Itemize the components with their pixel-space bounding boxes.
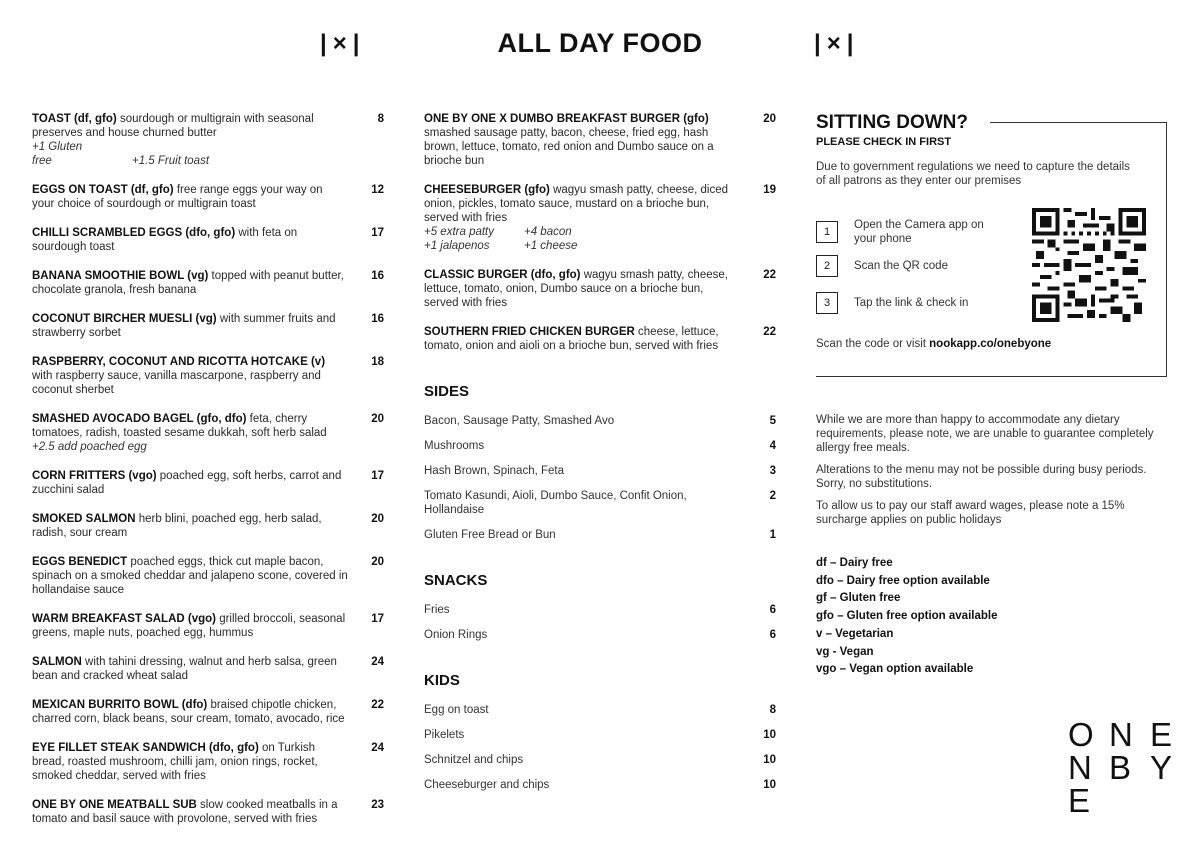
- checkin-border-line: [990, 122, 1167, 123]
- kids-item: [424, 728, 776, 742]
- side-item: [424, 528, 776, 542]
- menu-item-desc: with summer fruits and strawberry sorbet: [32, 313, 336, 339]
- legend-item: v – Vegetarian: [816, 627, 894, 640]
- menu-item-name: EGGS BENEDICT: [32, 556, 128, 568]
- menu-item-name: SMOKED SALMON: [32, 513, 136, 525]
- header-logo-mark-right: |×|: [814, 30, 860, 57]
- menu-item: [32, 512, 384, 540]
- kids-item-name: Egg on toast: [424, 704, 489, 716]
- menu-item: [32, 183, 384, 211]
- menu-item: [32, 741, 384, 783]
- step-text: Scan the QR code: [854, 260, 948, 272]
- brand-letter: N: [1109, 716, 1133, 753]
- menu-item-price: 22: [763, 269, 776, 281]
- menu-item-price: 20: [371, 413, 384, 425]
- kids-item-name: Pikelets: [424, 729, 465, 741]
- menu-item-price: 17: [371, 613, 384, 625]
- kids-item-price: 10: [763, 729, 776, 741]
- legend-item: dfo – Dairy free option available: [816, 574, 990, 587]
- step-number: 3: [816, 292, 838, 314]
- menu-item-name: EYE FILLET STEAK SANDWICH (dfo, gfo): [32, 742, 259, 754]
- menu-item-name: SOUTHERN FRIED CHICKEN BURGER: [424, 326, 635, 338]
- qr-code-icon[interactable]: [1032, 208, 1146, 322]
- menu-item-desc: poached eggs, thick cut maple bacon, spinach on a smoked cheddar and jalapeno scone, covered in hollandaise sauce: [32, 556, 348, 596]
- menu-item-desc: topped with peanut butter, chocolate granola, fresh banana: [32, 270, 344, 296]
- menu-item-desc: wagyu smash patty, cheese, diced onion, pickles, tomato sauce, mustard on a brioche bun, served with fries: [424, 184, 729, 224]
- menu-item-price: 20: [763, 113, 776, 125]
- side-item: [424, 464, 776, 478]
- menu-item-name: CORN FRITTERS (vgo): [32, 470, 157, 482]
- extra-option: +2.5 add poached egg: [32, 441, 147, 453]
- menu-item-price: 24: [371, 656, 384, 668]
- menu-item-name: RASPBERRY, COCONUT AND RICOTTA HOTCAKE (v): [32, 356, 326, 368]
- checkin-description: Due to government regulations we need to capture the details of all patrons as they enter our premises: [816, 161, 1130, 187]
- menu-item-price: 24: [371, 742, 384, 754]
- brand-letter: N: [1068, 749, 1092, 786]
- brand-letter: E: [1150, 716, 1173, 753]
- menu-item-desc: free range eggs your way on your choice of sourdough or multigrain toast: [32, 184, 323, 210]
- menu-item: [32, 269, 384, 297]
- menu-item-price: 19: [763, 184, 776, 196]
- menu-item-desc: with raspberry sauce, vanilla mascarpone, raspberry and coconut sherbet: [32, 370, 321, 396]
- menu-item: [424, 268, 776, 310]
- extra-option: +4 bacon: [524, 226, 572, 238]
- menu-item-price: 12: [371, 184, 384, 196]
- menu-item-desc: with tahini dressing, walnut and herb salsa, green bean and cracked wheat salad: [32, 656, 337, 682]
- menu-item-extras: [424, 239, 740, 253]
- menu-item: [32, 112, 384, 168]
- menu-item: [32, 698, 384, 726]
- menu-item: [32, 226, 384, 254]
- menu-item: [32, 555, 384, 597]
- menu-item-desc: grilled broccoli, seasonal greens, maple nuts, poached egg, hummus: [32, 613, 346, 639]
- menu-item-desc: poached egg, soft herbs, carrot and zucchini salad: [32, 470, 342, 496]
- policy-notes: [816, 413, 1156, 535]
- menu-item-name: ONE BY ONE X DUMBO BREAKFAST BURGER (gfo): [424, 113, 709, 125]
- snack-item-name: Fries: [424, 604, 450, 616]
- menu-item: [32, 312, 384, 340]
- menu-item-name: CHEESEBURGER (gfo): [424, 184, 550, 196]
- page-title: ALL DAY FOOD: [497, 28, 703, 58]
- menu-item: [424, 183, 776, 253]
- menu-item: [32, 412, 384, 454]
- menu-item: [424, 112, 776, 168]
- checkin-step-2: [816, 255, 994, 277]
- menu-item-price: 16: [371, 313, 384, 325]
- dietary-legend: [816, 555, 997, 679]
- menu-item: [32, 355, 384, 397]
- menu-item-name: SMASHED AVOCADO BAGEL (gfo, dfo): [32, 413, 247, 425]
- menu-item-name: EGGS ON TOAST (df, gfo): [32, 184, 174, 196]
- menu-item-desc: herb blini, poached egg, herb salad, radish, sour cream: [32, 513, 322, 539]
- side-item: [424, 414, 776, 428]
- brand-letter: O: [1068, 716, 1094, 753]
- menu-item-price: 8: [377, 113, 384, 125]
- step-text: Open the Camera app on your phone: [854, 219, 984, 245]
- extra-option: +1 Gluten free: [32, 141, 83, 167]
- menu-item: [32, 655, 384, 683]
- side-item-name: Mushrooms: [424, 440, 485, 452]
- menu-item-price: 22: [371, 699, 384, 711]
- brand-row: [1068, 751, 1191, 784]
- menu-item-extras: [32, 140, 348, 168]
- menu-item-price: 18: [371, 356, 384, 368]
- legend-item: gf – Gluten free: [816, 592, 901, 605]
- menu-item-desc: braised chipotle chicken, charred corn, black beans, sour cream, tomato, avocado, rice: [32, 699, 345, 725]
- brand-row: [1068, 784, 1191, 817]
- menu-item-price: 20: [371, 556, 384, 568]
- checkin-panel: [816, 112, 1167, 377]
- legend-item: vgo – Vegan option available: [816, 663, 974, 676]
- legend-item: vg - Vegan: [816, 645, 874, 658]
- side-item-price: 4: [769, 440, 776, 452]
- menu-item-name: WARM BREAKFAST SALAD (vgo): [32, 613, 216, 625]
- kids-heading: KIDS: [424, 672, 460, 689]
- menu-item-desc: with feta on sourdough toast: [32, 227, 298, 253]
- legend-item: df – Dairy free: [816, 557, 893, 569]
- menu-item-name: TOAST (df, gfo): [32, 113, 117, 125]
- brand-row: [1068, 718, 1191, 751]
- policy-note: Alterations to the menu may not be possible during busy periods. Sorry, no substitutions.: [816, 464, 1147, 490]
- kids-item-price: 8: [769, 704, 776, 716]
- extra-option: +1 cheese: [524, 240, 578, 252]
- step-text: Tap the link & check in: [854, 297, 969, 309]
- side-item-price: 2: [769, 490, 776, 502]
- side-item-name: Gluten Free Bread or Bun: [424, 529, 556, 541]
- menu-item-price: 22: [763, 326, 776, 338]
- snack-item-name: Onion Rings: [424, 629, 488, 641]
- snack-item: [424, 628, 776, 642]
- menu-item-desc: sourdough or multigrain with seasonal preserves and house churned butter: [32, 113, 314, 139]
- menu-item: [32, 798, 384, 826]
- menu-item-desc: wagyu smash patty, cheese, lettuce, tomato, onion, Dumbo sauce on a brioche bun, served with fries: [424, 269, 728, 309]
- kids-item: [424, 778, 776, 792]
- extra-option: +1 jalapenos: [424, 240, 490, 252]
- checkin-step-1: [816, 218, 994, 246]
- menu-item-desc: cheese, lettuce, tomato, onion and aioli on a brioche bun, served with fries: [424, 326, 719, 352]
- checkin-step-3: [816, 292, 994, 314]
- brand-letter: Y: [1150, 749, 1173, 786]
- menu-item-price: 23: [371, 799, 384, 811]
- side-item-price: 5: [769, 415, 776, 427]
- extra-option: +1.5 Fruit toast: [132, 155, 210, 167]
- visit-url-link[interactable]: nookapp.co/onebyone: [929, 338, 1052, 350]
- menu-item-name: CHILLI SCRAMBLED EGGS (dfo, gfo): [32, 227, 236, 239]
- kids-item-name: Cheeseburger and chips: [424, 779, 550, 791]
- kids-item-price: 10: [763, 754, 776, 766]
- kids-item: [424, 703, 776, 717]
- menu-item: [32, 469, 384, 497]
- header-logo-mark-left: |×|: [320, 30, 366, 57]
- menu-item-price: 17: [371, 470, 384, 482]
- menu-item-desc: feta, cherry tomatoes, radish, toasted sesame dukkah, soft herb salad: [32, 413, 327, 439]
- side-item: [424, 439, 776, 453]
- side-item-name: Hash Brown, Spinach, Feta: [424, 465, 564, 477]
- menu-item-desc: on Turkish bread, roasted mushroom, chilli jam, onion rings, rocket, smoked cheddar, served with fries: [32, 742, 318, 782]
- menu-item-name: COCONUT BIRCHER MUESLI (vg): [32, 313, 217, 325]
- menu-item-price: 17: [371, 227, 384, 239]
- snacks-heading: SNACKS: [424, 572, 488, 589]
- step-number: 2: [816, 255, 838, 277]
- menu-item-price: 20: [371, 513, 384, 525]
- side-item-name: Tomato Kasundi, Aioli, Dumbo Sauce, Confit Onion, Hollandaise: [424, 490, 687, 516]
- menu-item-desc: slow cooked meatballs in a tomato and basil sauce with provolone, served with fries: [32, 799, 338, 825]
- menu-item-desc: smashed sausage patty, bacon, cheese, fried egg, hash brown, lettuce, tomato, red onion and Dumbo sauce on a brioche bun: [424, 127, 714, 167]
- side-item: [424, 489, 776, 517]
- snack-item-price: 6: [769, 604, 776, 616]
- menu-column-left: [32, 112, 384, 841]
- side-item-name: Bacon, Sausage Patty, Smashed Avo: [424, 415, 615, 427]
- checkin-title: SITTING DOWN?: [816, 112, 976, 134]
- menu-item-name: SALMON: [32, 656, 82, 668]
- policy-note: To allow us to pay our staff award wages, please note a 15% surcharge applies on public holidays: [816, 500, 1125, 526]
- brand-letter: E: [1068, 782, 1091, 819]
- brand-letter: B: [1109, 749, 1132, 786]
- menu-item-extras: [32, 440, 348, 454]
- brand-logo: [1068, 718, 1191, 817]
- step-number: 1: [816, 221, 838, 243]
- snack-item: [424, 603, 776, 617]
- menu-item-name: CLASSIC BURGER (dfo, gfo): [424, 269, 581, 281]
- side-item-price: 1: [769, 529, 776, 541]
- side-item-price: 3: [769, 465, 776, 477]
- menu-item-price: 16: [371, 270, 384, 282]
- extra-option: +5 extra patty: [424, 226, 494, 238]
- visit-prefix: Scan the code or visit: [816, 338, 930, 350]
- policy-note: While we are more than happy to accommodate any dietary requirements, please note, we are unable to guarantee completely allergy free meals.: [816, 414, 1154, 454]
- snack-item-price: 6: [769, 629, 776, 641]
- sides-heading: SIDES: [424, 383, 470, 400]
- menu-item: [32, 612, 384, 640]
- checkin-visit-text: [816, 338, 1051, 350]
- kids-item: [424, 753, 776, 767]
- kids-item-price: 10: [763, 779, 776, 791]
- menu-item: [424, 325, 776, 353]
- legend-item: gfo – Gluten free option available: [816, 610, 998, 623]
- menu-item-name: BANANA SMOOTHIE BOWL (vg): [32, 270, 209, 282]
- menu-column-middle: [424, 112, 776, 803]
- kids-item-name: Schnitzel and chips: [424, 754, 524, 766]
- checkin-subtitle: PLEASE CHECK IN FIRST: [816, 136, 952, 148]
- menu-item-name: MEXICAN BURRITO BOWL (dfo): [32, 699, 208, 711]
- menu-item-name: ONE BY ONE MEATBALL SUB: [32, 799, 197, 811]
- menu-item-extras: [424, 225, 740, 239]
